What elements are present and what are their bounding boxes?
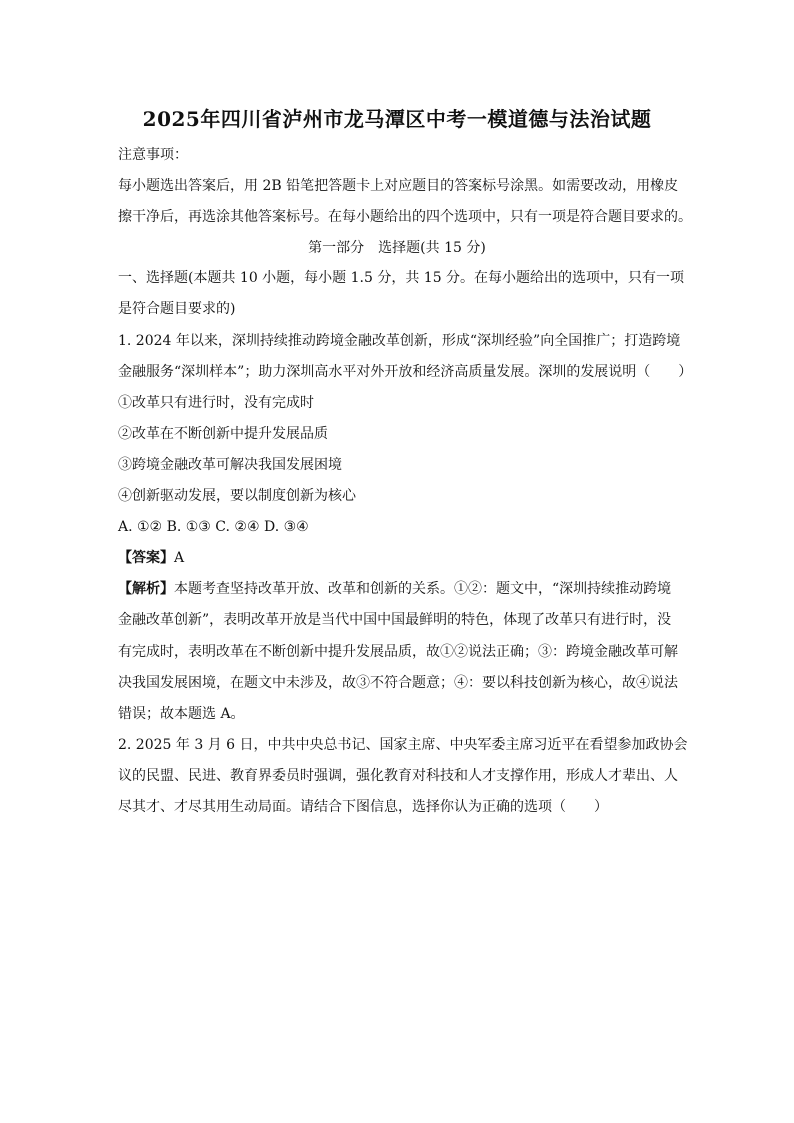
notice-line-2: 擦干净后，再选涂其他答案标号。在每小题给出的四个选项中，只有一项是符合题目要求的。 [118,209,692,225]
section-heading-line-2: 是符合题目要求的) [118,301,236,317]
question-1-option-1: ①改革只有进行时，没有完成时 [118,395,314,411]
question-1-option-2: ②改革在不断创新中提升发展品质 [118,426,328,442]
analysis-text-1: 本题考查坚持改革开放、改革和创新的关系。①②：题文中，“深圳持续推动跨境 [174,581,672,597]
section-heading-line-1: 一、选择题(本题共 10 小题，每小题 1.5 分，共 15 分。在每小题给出的选项中，只有一项 [118,270,685,286]
part-heading: 第一部分 选择题(共 15 分) [308,240,486,256]
answer-tag: 【答案】 [118,550,174,566]
question-1-stem-line-1: 1. 2024 年以来，深圳持续推动跨境金融改革创新，形成“深圳经验”向全国推广；打造跨境 [118,333,681,349]
question-1-analysis-line-4: 决我国发展困境，在题文中未涉及，故③不符合题意；④：要以科技创新为核心，故④说法 [118,675,678,691]
question-2-stem-line-1: 2. 2025 年 3 月 6 日，中共中央总书记、国家主席、中央军委主席习近平在看望参加政协会 [118,737,688,753]
question-2-stem-line-2: 议的民盟、民进、教育界委员时强调，强化教育对科技和人才支撑作用，形成人才辈出、人 [118,768,678,784]
analysis-tag: 【解析】 [118,581,174,597]
notice-line-1: 每小题选出答案后，用 2B 铅笔把答题卡上对应题目的答案标号涂黑。如需要改动，用橡皮 [118,178,679,194]
question-1-analysis-line-1 [118,579,671,599]
question-1-option-4: ④创新驱动发展，要以制度创新为核心 [118,488,356,504]
question-1-analysis-line-2: 金融改革创新”，表明改革开放是当代中国中国最鲜明的特色，体现了改革只有进行时，没 [118,612,672,628]
page-title: 2025年四川省泸州市龙马潭区中考一模道德与法治试题 [142,107,652,131]
question-1-analysis-line-5: 错误；故本题选 A。 [118,706,245,722]
notice-heading: 注意事项： [118,147,188,163]
question-1-option-3: ③跨境金融改革可解决我国发展困境 [118,457,342,473]
question-1-answer [118,548,184,568]
answer-value: A [174,550,185,566]
question-1-choices: A. ①② B. ①③ C. ②④ D. ③④ [118,519,309,535]
question-1-analysis-line-3: 有完成时，表明改革在不断创新中提升发展品质，故①②说法正确；③：跨境金融改革可解 [118,644,678,660]
question-2-stem-line-3: 尽其才、才尽其用生动局面。请结合下图信息，选择你认为正确的选项（ ） [118,799,608,815]
question-1-stem-line-2: 金融服务“深圳样本”；助力深圳高水平对外开放和经济高质量发展。深圳的发展说明（ ） [118,364,693,380]
